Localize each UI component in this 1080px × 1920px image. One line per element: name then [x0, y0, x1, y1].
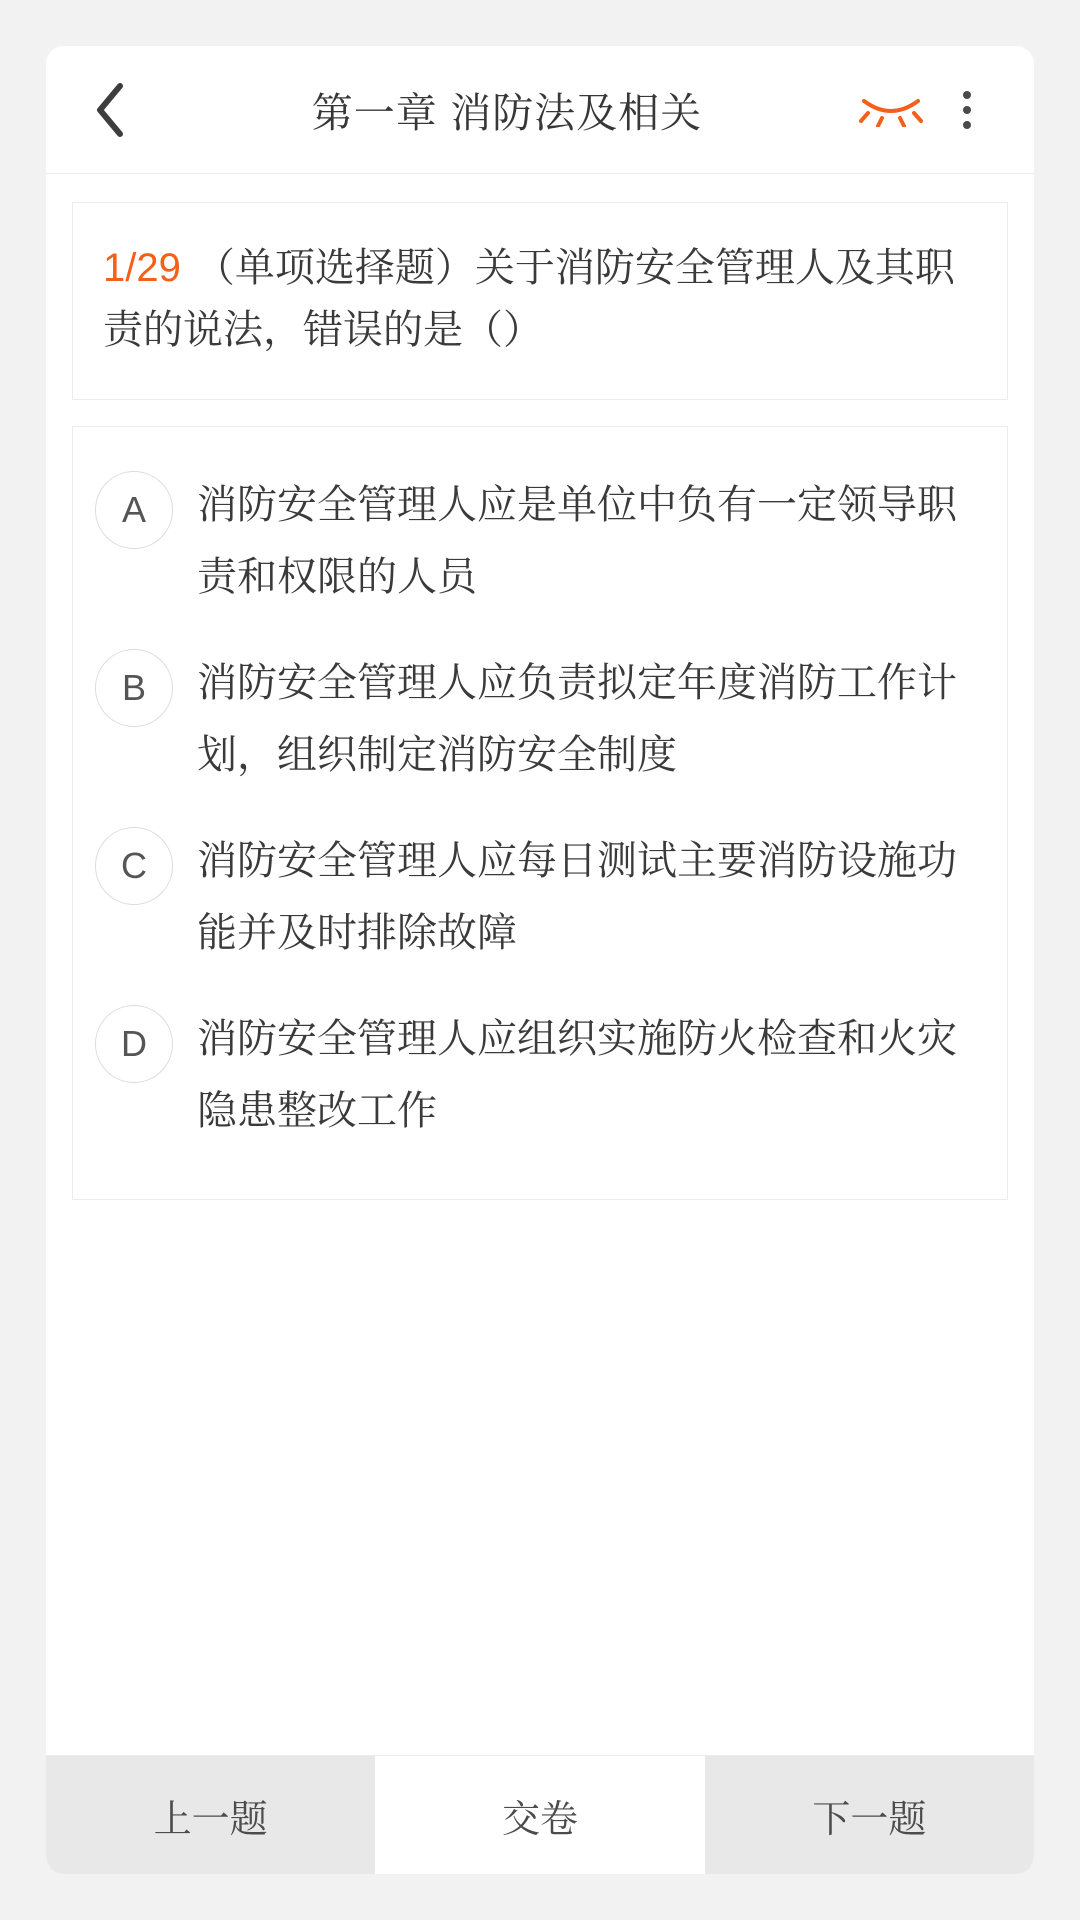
submit-exam-button[interactable]: 交卷 — [375, 1756, 704, 1874]
option-letter: B — [95, 649, 173, 727]
options-card — [72, 426, 1008, 1200]
hide-answer-toggle[interactable] — [848, 80, 934, 140]
question-stem — [103, 237, 977, 361]
more-vertical-icon-dot — [963, 121, 971, 129]
option-text: 消防安全管理人应是单位中负有一定领导职责和权限的人员 — [197, 483, 957, 599]
option-letter: C — [95, 827, 173, 905]
option-text: 消防安全管理人应每日测试主要消防设施功能并及时排除故障 — [197, 839, 957, 955]
app-header — [46, 46, 1034, 174]
bottom-toolbar — [46, 1755, 1034, 1874]
option-b[interactable] — [95, 631, 985, 809]
back-button[interactable] — [80, 80, 140, 140]
more-options-button[interactable] — [934, 75, 1000, 145]
more-vertical-icon-dot — [963, 91, 971, 99]
next-question-button[interactable]: 下一题 — [705, 1756, 1034, 1874]
eye-closed-icon — [858, 87, 924, 132]
option-letter: A — [95, 471, 173, 549]
option-c[interactable] — [95, 809, 985, 987]
option-d[interactable] — [95, 987, 985, 1165]
page-title: 第一章 消防法及相关 — [311, 90, 703, 136]
more-vertical-icon-dot — [963, 106, 971, 114]
option-text: 消防安全管理人应负责拟定年度消防工作计划，组织制定消防安全制度 — [197, 661, 957, 777]
question-index: 1/29 — [103, 246, 181, 290]
chevron-left-icon — [93, 81, 127, 139]
prev-question-button[interactable]: 上一题 — [46, 1756, 375, 1874]
app-window — [46, 46, 1034, 1874]
option-letter: D — [95, 1005, 173, 1083]
option-text: 消防安全管理人应组织实施防火检查和火灾隐患整改工作 — [197, 1017, 957, 1133]
option-a[interactable] — [95, 453, 985, 631]
question-area — [46, 174, 1034, 1755]
question-card — [72, 202, 1008, 400]
question-stem-text: （单项选择题）关于消防安全管理人及其职责的说法，错误的是（） — [103, 246, 955, 352]
